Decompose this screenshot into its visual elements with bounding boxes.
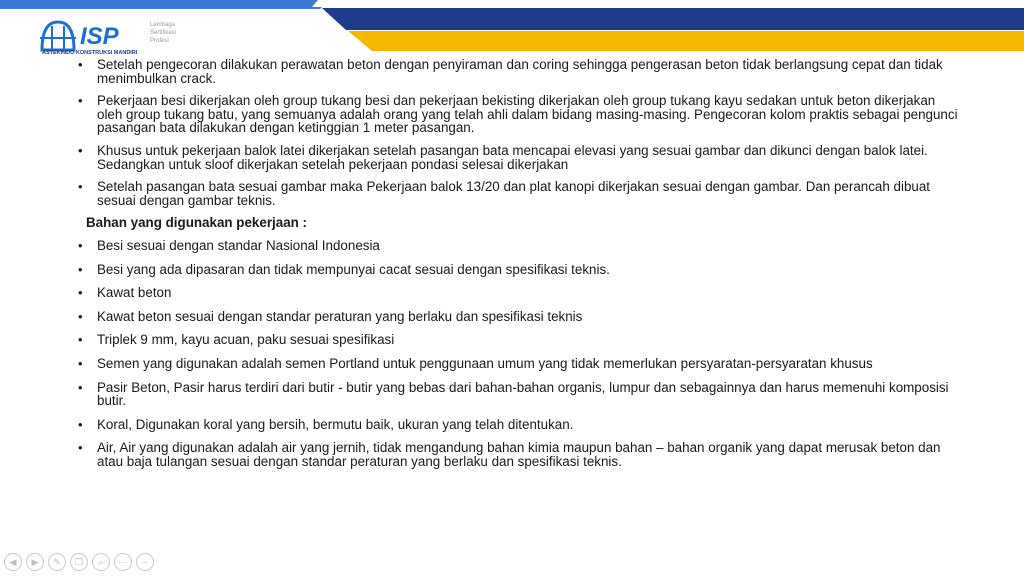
more-icon[interactable]: ⋯ [114, 553, 132, 571]
material-bullet-9: • Air, Air yang digunakan adalah air yang jernih, tidak mengandung bahan kimia maupun bahan – bahan organik yang dapat merusak beton dan atau baja tulangan sesuai dengan standar peraturan yang berlaku dan spesifikasi teknis. [78, 441, 958, 468]
zoom-icon[interactable]: ⌕ [92, 553, 110, 571]
materials-heading: Bahan yang digunakan pekerjaan : [86, 215, 308, 231]
prev-icon[interactable]: ◀ [4, 553, 22, 571]
work-bullet-4: • Setelah pasangan bata sesuai gambar maka Pekerjaan balok 13/20 dan plat kanopi dikerjakan sesuai dengan gambar. Dan perancah dibuat sesuai dengan gambar teknis. [78, 180, 958, 207]
minus-icon[interactable]: − [136, 553, 154, 571]
isp-logo [40, 18, 200, 58]
material-bullet-6: • Semen yang digunakan adalah semen Portland untuk penggunaan umum yang tidak memerlukan persyaratan-persyaratan khusus [78, 357, 958, 371]
logo-line-3: Profesi [150, 38, 169, 44]
material-bullet-7: • Pasir Beton, Pasir harus terdiri dari butir - butir yang bebas dari bahan-bahan organis, lumpur dan sebagainnya dan harus memenuhi komposisi butir. [78, 381, 958, 408]
next-icon[interactable]: ▶ [26, 553, 44, 571]
slideshow-toolbar [4, 553, 154, 575]
logo-line-1: Lembaga [150, 22, 176, 28]
material-bullet-1: • Besi sesuai dengan standar Nasional Indonesia [78, 239, 958, 253]
logo-line-2: Sertifikasi [150, 30, 177, 36]
material-bullet-8: • Koral, Digunakan koral yang bersih, bermutu baik, ukuran yang telah ditentukan. [78, 418, 958, 432]
pen-icon[interactable]: ✎ [48, 553, 66, 571]
copy-icon[interactable]: ❐ [70, 553, 88, 571]
material-bullet-2: • Besi yang ada dipasaran dan tidak mempunyai cacat sesuai dengan spesifikasi teknis. [78, 263, 958, 277]
logo-org: ASTEKINDO KONSTRUKSI MANDIRI [42, 50, 138, 56]
work-bullet-3: • Khusus untuk pekerjaan balok latei dikerjakan setelah pasangan bata mencapai elevasi yang sesuai gambar dan dikunci dengan balok latei. Sedangkan untuk sloof dikerjakan setelah pekerjaan pondasi selesai dikerjakan [78, 144, 958, 171]
material-bullet-5: • Triplek 9 mm, kayu acuan, paku sesuai spesifikasi [78, 333, 958, 347]
logo-name: ISP [80, 23, 119, 50]
material-bullet-4: • Kawat beton sesuai dengan standar peraturan yang berlaku dan spesifikasi teknis [78, 310, 958, 324]
work-bullet-2: • Pekerjaan besi dikerjakan oleh group tukang besi dan pekerjaan bekisting dikerjakan oleh group tukang kayu sedakan untuk beton dikerjakan oleh group tukang batu, yang semuanya adalah orang yang telah ahli dalam bidang masing-masing. Pengecoran kolom praktis sebagai pengunci pasangan bata dilakukan dengan ketinggian 1 meter pasangan. [78, 94, 958, 135]
work-bullet-1: • Setelah pengecoran dilakukan perawatan beton dengan penyiraman dan coring sehingga pengerasan beton tidak berlangsung cepat dan tidak menimbulkan crack. [78, 58, 958, 85]
material-bullet-3: • Kawat beton [78, 286, 958, 300]
slide-content [78, 58, 958, 478]
